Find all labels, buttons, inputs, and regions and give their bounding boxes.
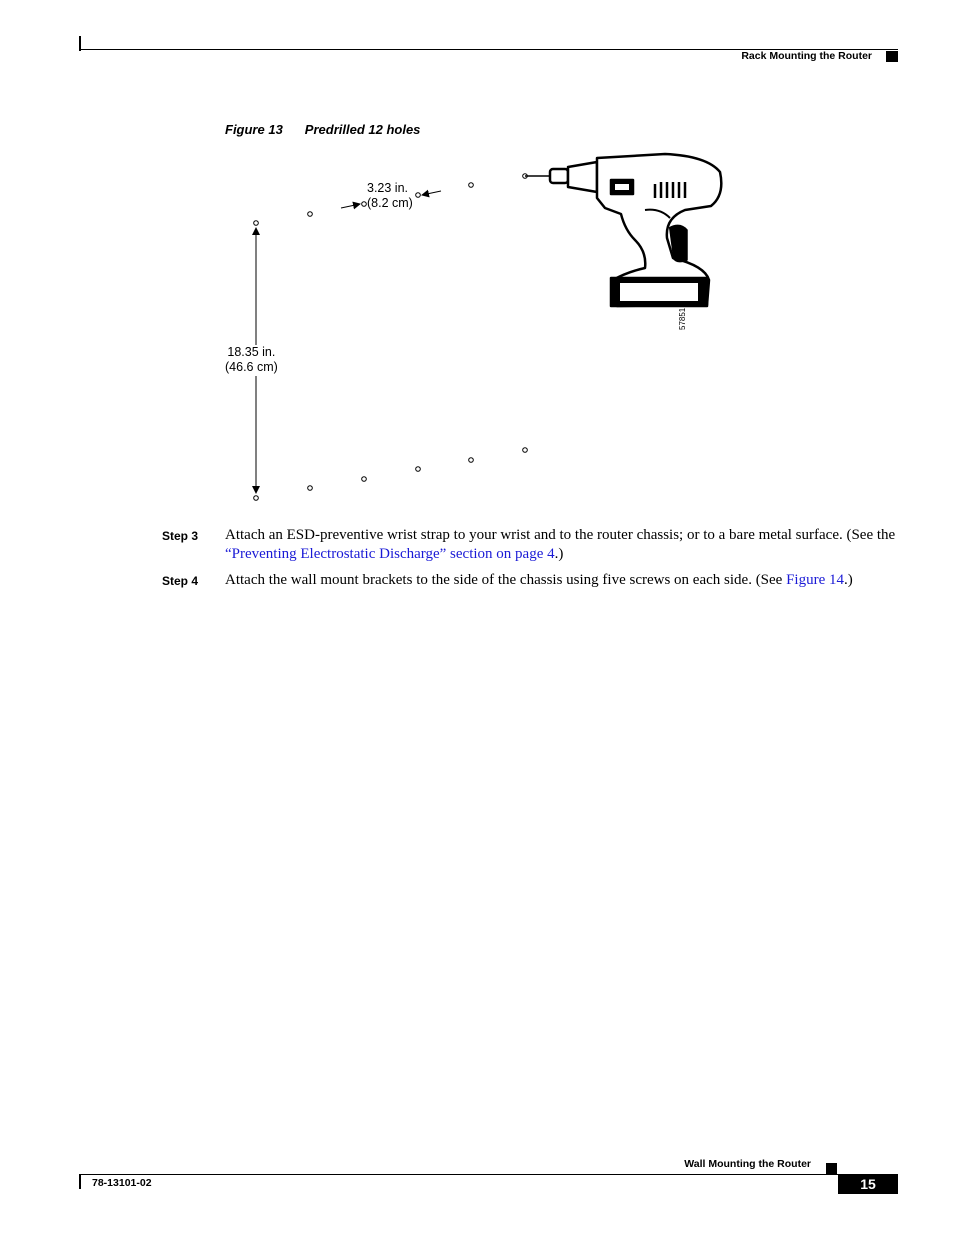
step-4-text: Attach the wall mount brackets to the side of the chassis using five screws on each side. (See Figure 14.)	[225, 572, 853, 588]
figure-number: Figure 13	[225, 122, 283, 137]
step-3-label: Step 3	[162, 529, 199, 543]
footer-rule	[79, 1174, 898, 1175]
footer-section-title: Wall Mounting the Router	[684, 1158, 811, 1170]
step-4-label: Step 4	[162, 574, 199, 588]
spacing-label: 3.23 in. (8.2 cm)	[367, 181, 413, 210]
page-number: 15	[838, 1175, 898, 1194]
figure-svg	[215, 140, 735, 510]
figure-14-link[interactable]: Figure 14	[786, 572, 845, 588]
document-number: 78-13101-02	[92, 1177, 152, 1189]
figure-title: Predrilled 12 holes	[304, 122, 421, 137]
drill-icon	[525, 154, 721, 306]
bottom-hole-row	[254, 448, 528, 501]
header-section-title: Rack Mounting the Router	[741, 50, 872, 62]
figure-art-id: 57851	[678, 307, 687, 330]
esd-section-link[interactable]: “Preventing Electrostatic Discharge” section on page 4	[225, 546, 555, 562]
figure-caption	[225, 122, 420, 137]
spacing-arrow-right	[422, 191, 441, 195]
spacing-arrow-left	[341, 204, 360, 208]
header-marker	[886, 51, 898, 62]
footer-crop-mark	[79, 1174, 81, 1189]
height-label: 18.35 in. (46.6 cm)	[225, 345, 278, 374]
figure-illustration	[215, 140, 735, 510]
footer-marker	[826, 1163, 837, 1174]
step-3-text: Attach an ESD-preventive wrist strap to your wrist and to the router chassis; or to a bare metal surface. (See the “Preventing Electrostatic Discharge” section on page 4.)	[225, 527, 896, 562]
